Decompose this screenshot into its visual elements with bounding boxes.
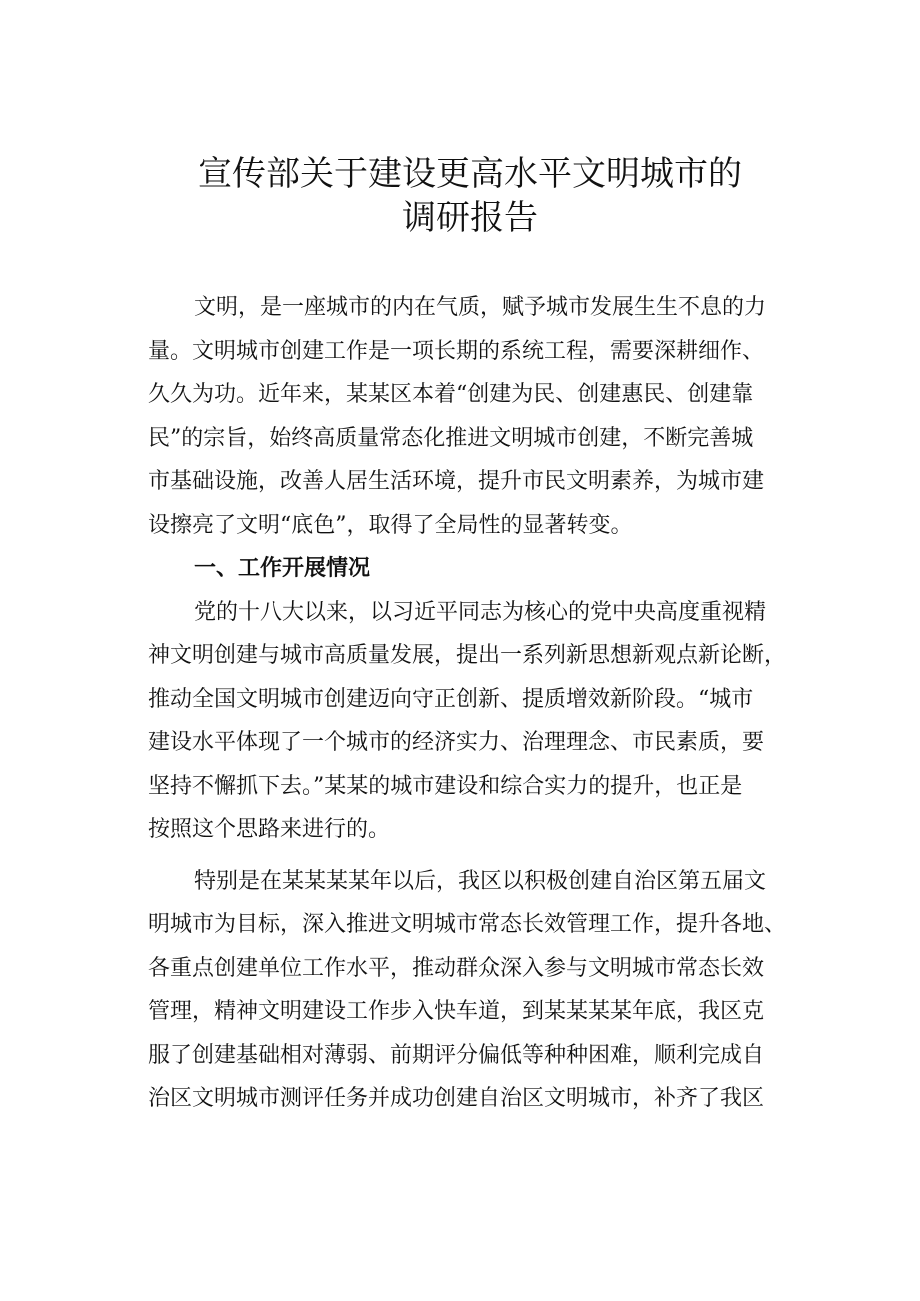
paragraph-line: 治区文明城市测评任务并成功创建自治区文明城市，补齐了我区 (148, 1086, 765, 1111)
paragraph-line: 明城市为目标，深入推进文明城市常态长效管理工作，提升各地、 (148, 912, 787, 937)
paragraph-progress (148, 860, 803, 1121)
paragraph-work-overview (148, 591, 803, 852)
paragraph-line: 文明，是一座城市的内在气质，赋予城市发展生生不息的力 (194, 295, 767, 320)
title-line-2: 调研报告 (402, 198, 538, 238)
paragraph-line: 神文明创建与城市高质量发展，提出一系列新思想新观点新论断， (148, 643, 787, 668)
paragraph-line: 建设水平体现了一个城市的经济实力、治理理念、市民素质，要 (148, 730, 765, 755)
section-heading-text: 一、工作开展情况 (194, 556, 371, 581)
paragraph-line: 各重点创建单位工作水平，推动群众深入参与文明城市常态长效 (148, 955, 765, 981)
document-title (140, 152, 800, 240)
paragraph-line: 推动全国文明城市创建迈向守正创新、提质增效新阶段。“城市 (148, 686, 754, 712)
paragraph-line: 管理，精神文明建设工作步入快车道，到某某某某年底，我区克 (148, 999, 765, 1024)
paragraph-line: 设擦亮了文明“底色”，取得了全局性的显著转变。 (148, 512, 633, 538)
paragraph-intro (148, 286, 803, 547)
paragraph-line: 民”的宗旨，始终高质量常态化推进文明城市创建，不断完善城 (148, 425, 754, 451)
paragraph-line: 久久为功。近年来，某某区本着“创建为民、创建惠民、创建靠 (148, 382, 754, 407)
paragraph-line: 坚持不懈抓下去。”某某的城市建设和综合实力的提升，也正是 (148, 773, 743, 799)
paragraph-spacer (148, 852, 803, 860)
paragraph-line: 服了创建基础相对薄弱、前期评分偏低等种种困难，顺利完成自 (148, 1042, 765, 1068)
paragraph-line: 市基础设施，改善人居生活环境，提升市民文明素养，为城市建 (148, 469, 765, 494)
paragraph-line: 党的十八大以来，以习近平同志为核心的党中央高度重视精 (194, 599, 767, 625)
paragraph-line: 量。文明城市创建工作是一项长期的系统工程，需要深耕细作、 (148, 338, 765, 364)
section-heading (148, 547, 803, 591)
paragraph-line: 按照这个思路来进行的。 (148, 817, 391, 842)
paragraph-line: 特别是在某某某某年以后，我区以积极创建自治区第五届文 (194, 868, 767, 894)
title-line-1: 宣传部关于建设更高水平文明城市的 (198, 154, 742, 194)
document-body (148, 286, 803, 1121)
